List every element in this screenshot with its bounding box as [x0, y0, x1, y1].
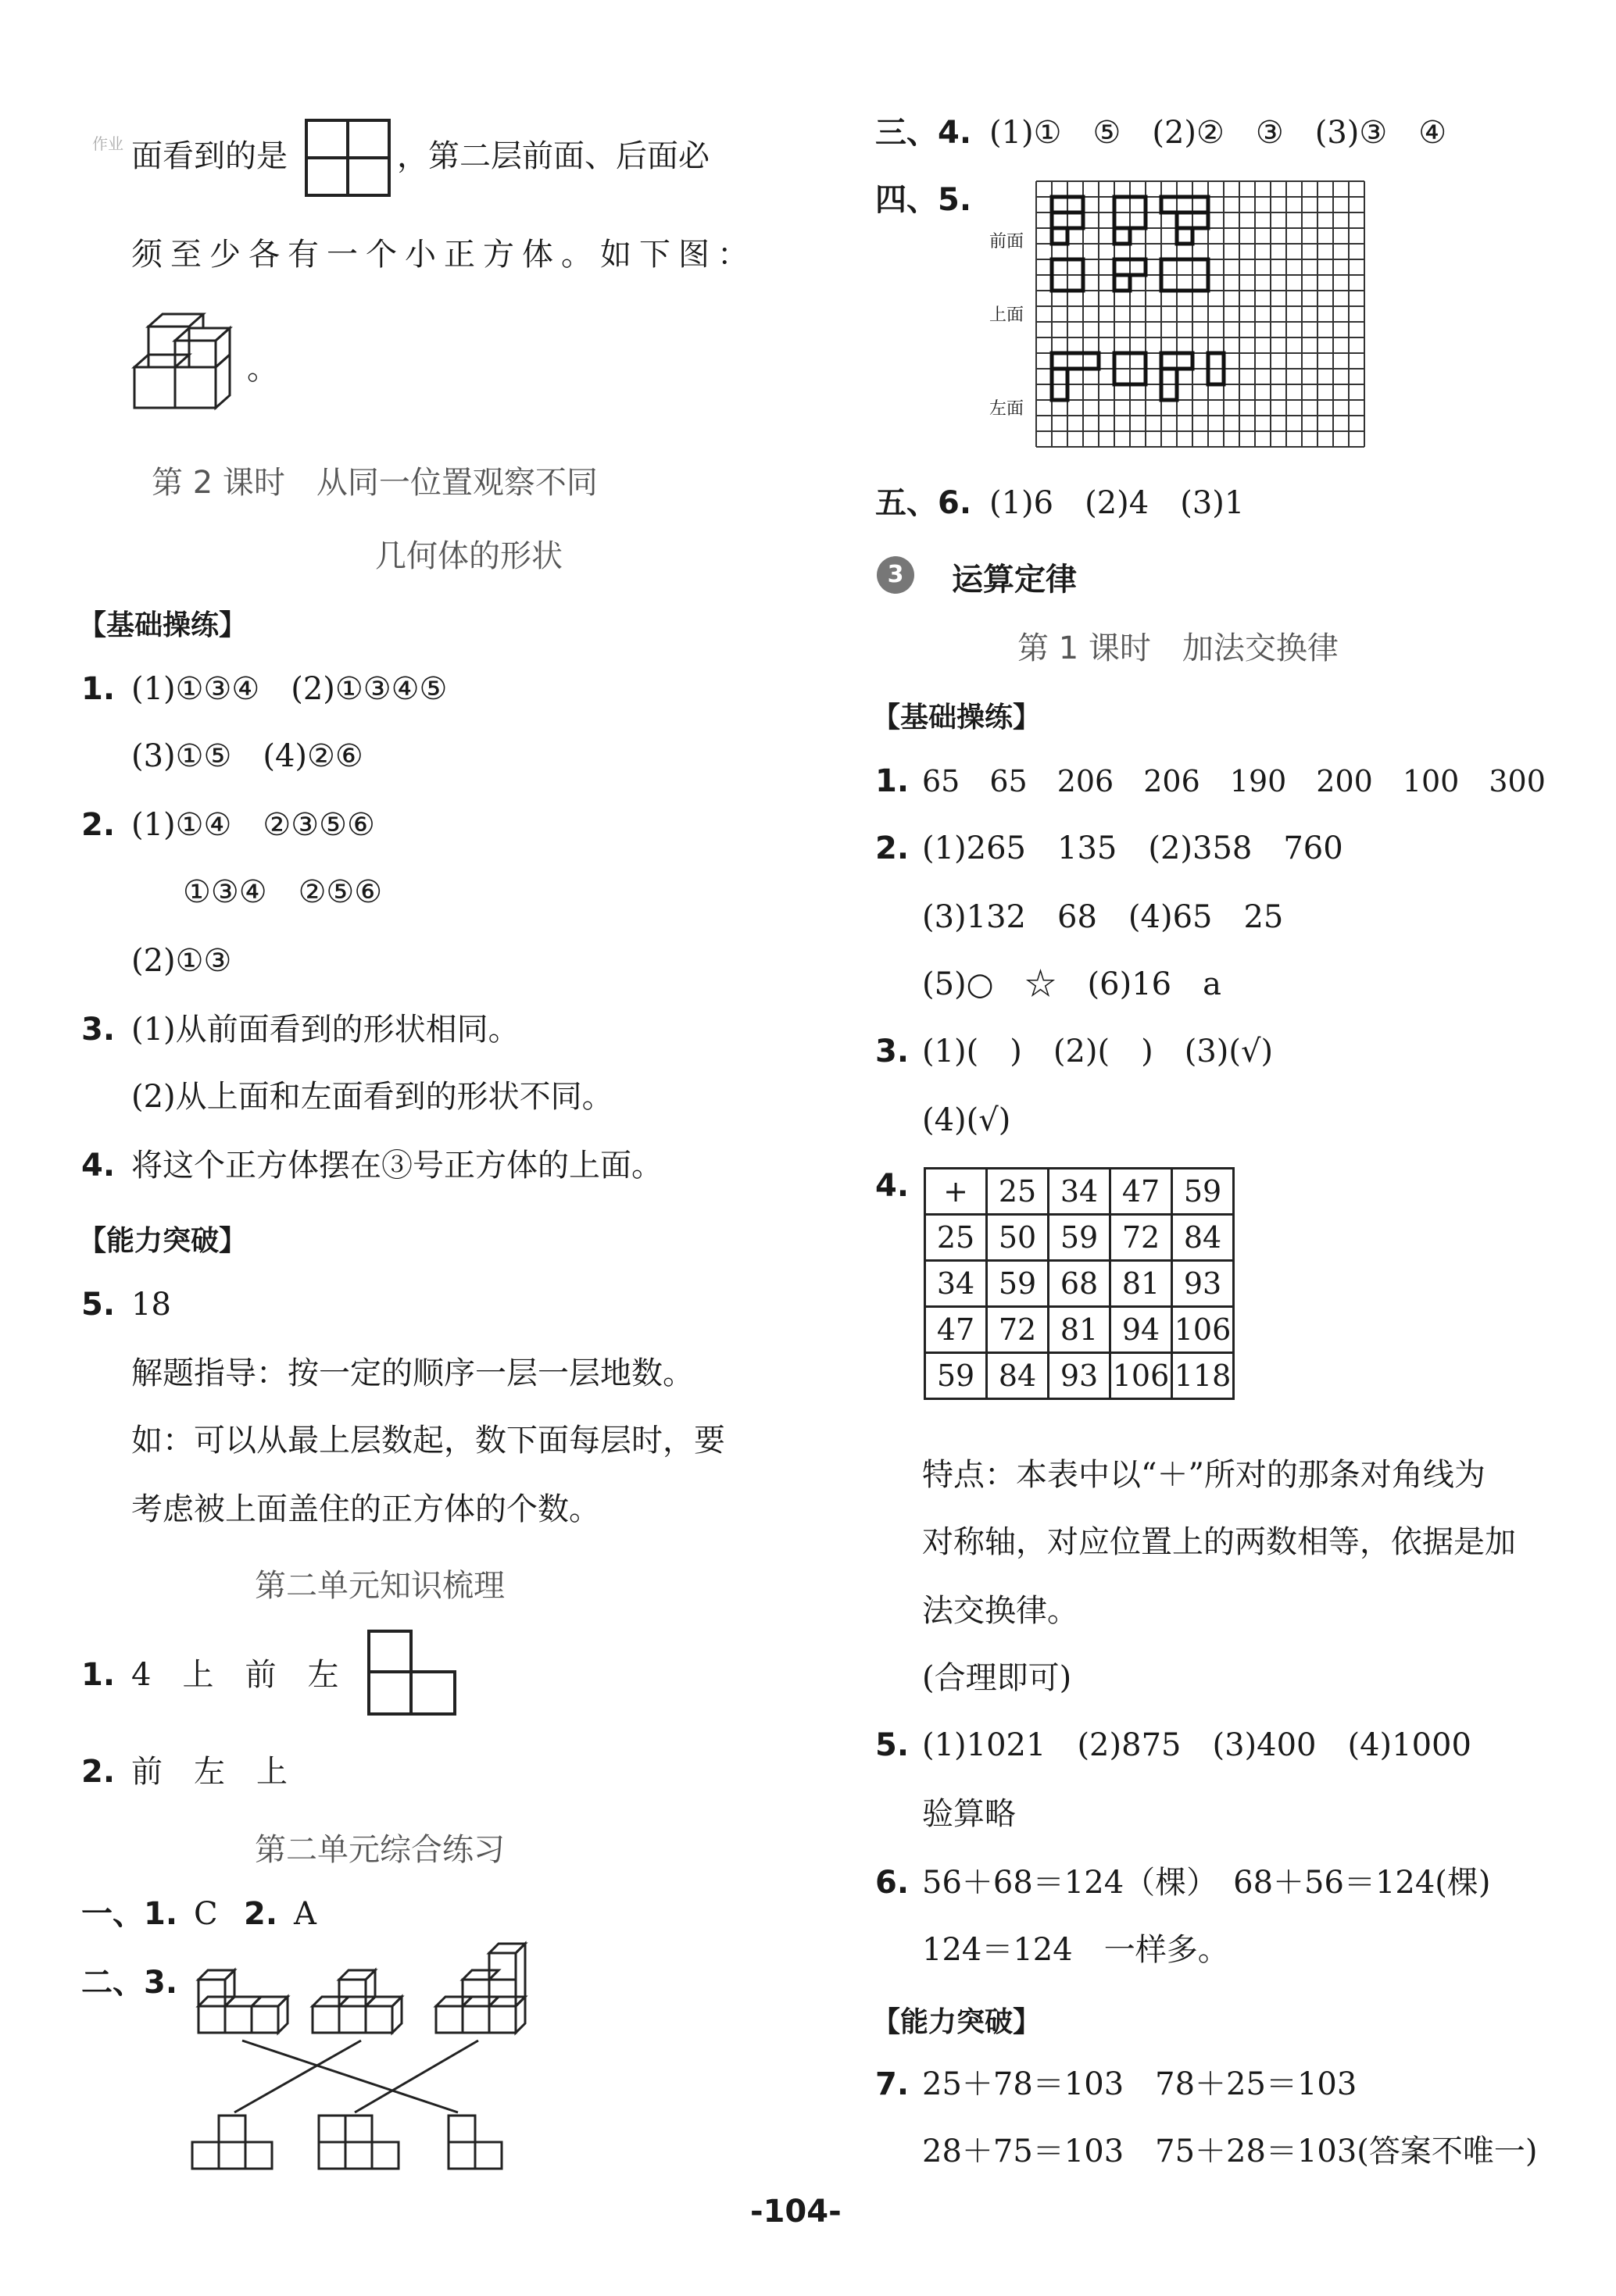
c1-b-number: 2. — [244, 1896, 278, 1932]
basic-practice-label: 【基础操练】 — [78, 609, 248, 641]
addition-table-cell: 50 — [987, 1215, 1049, 1261]
rq2-answer-a: (1)265 135 (2)358 760 — [922, 830, 1343, 866]
c1-answer-b: A — [294, 1896, 316, 1932]
ability-label: 【能力突破】 — [78, 1225, 248, 1257]
rq4-note-3: 法交换律。 — [922, 1593, 1078, 1629]
ability-label-r: 【能力突破】 — [872, 2006, 1042, 2038]
grid-label-front: 前面 — [989, 232, 1024, 252]
addition-table-cell: 59 — [1172, 1169, 1234, 1215]
rq6-number: 6. — [875, 1865, 910, 1901]
addition-table-cell: 47 — [925, 1307, 987, 1353]
rq7-answer-a: 25＋78＝103 78＋25＝103 — [922, 2066, 1357, 2102]
addition-table-row — [925, 1215, 1234, 1261]
q4-answer: 将这个正方体摆在③号正方体的上面。 — [131, 1148, 663, 1184]
addition-table-cell: 34 — [1049, 1169, 1110, 1215]
r2-answer: 前 左 上 — [131, 1754, 288, 1790]
addition-table-row — [925, 1307, 1234, 1353]
rq3-answer-a: (1)( ) (2)( ) (3)(√) — [922, 1034, 1274, 1069]
addition-table-cell: 34 — [925, 1261, 987, 1307]
intro-line-1b: ，第二层前面、后面必 — [397, 138, 710, 174]
rq2-answer-b: (3)132 68 (4)65 25 — [922, 899, 1284, 935]
comprehensive-title: 第二单元综合练习 — [255, 1832, 505, 1868]
addition-table-cell: 81 — [1110, 1261, 1172, 1307]
q3-answer-a: (1)从前面看到的形状相同。 — [131, 1012, 520, 1048]
addition-table-cell: 118 — [1172, 1353, 1234, 1399]
rq3-answer-b: (4)(√) — [922, 1102, 1011, 1138]
q5-answer: 18 — [131, 1287, 171, 1323]
q5-number: 5. — [81, 1287, 116, 1323]
unit-title: 运算定律 — [952, 562, 1077, 598]
rq2-answer-c: (5)○ ☆ (6)16 a — [922, 966, 1221, 1002]
page-number: -104- — [750, 2194, 842, 2230]
addition-table-row — [925, 1353, 1234, 1399]
addition-table-cell: 106 — [1110, 1353, 1172, 1399]
addition-table-cell: 59 — [987, 1261, 1049, 1307]
grid-view-cell — [1114, 275, 1130, 291]
s4-number: 四、5. — [875, 182, 972, 218]
rq1-answer: 65 65 206 206 190 200 100 300 — [922, 764, 1546, 798]
grid-view-cell — [1177, 228, 1192, 244]
q2-answer-b: ①③④ ②⑤⑥ — [183, 874, 383, 910]
c1-number: 一、1. — [81, 1896, 178, 1932]
rq5-number: 5. — [875, 1727, 910, 1763]
addition-table-cell: 72 — [987, 1307, 1049, 1353]
addition-table-cell: 84 — [987, 1353, 1049, 1399]
addition-table-cell: 93 — [1049, 1353, 1110, 1399]
q5-guide-2: 如：可以从最上层数起，数下面每层时，要 — [131, 1423, 725, 1459]
q5-guide-1: 解题指导：按一定的顺序一层一层地数。 — [131, 1355, 694, 1391]
grid-view-cell — [1161, 197, 1208, 212]
addition-table-cell: 25 — [925, 1215, 987, 1261]
rq4-note-2: 对称轴，对应位置上的两数相等，依据是加 — [922, 1524, 1516, 1560]
lesson-title-2-line2: 几何体的形状 — [375, 538, 563, 574]
s5-answer: (1)6 (2)4 (3)1 — [989, 485, 1245, 521]
addition-table-cell: 47 — [1110, 1169, 1172, 1215]
intro-line-1a: 面看到的是 — [131, 138, 288, 174]
addition-table-cell: 25 — [987, 1169, 1049, 1215]
cube-stack-figure — [133, 306, 258, 423]
grid-label-left: 左面 — [989, 399, 1024, 419]
corner-stamp: 作业 — [92, 134, 123, 153]
q1-answer-a: (1)①③④ (2)①③④⑤ — [131, 671, 448, 707]
view-grid-figure — [1036, 181, 1380, 455]
rq4-note-1: 特点：本表中以“＋”所对的那条对角线为 — [922, 1457, 1486, 1493]
c1-answer-a: C — [194, 1896, 218, 1932]
rq6-answer-b: 124＝124 一样多。 — [922, 1932, 1229, 1968]
addition-table-cell: 59 — [925, 1353, 987, 1399]
rq4-number: 4. — [875, 1168, 910, 1204]
rq5-check: 验算略 — [922, 1796, 1016, 1832]
grid-view-cell — [1114, 228, 1130, 244]
lesson-title-2-line1: 第 2 课时 从同一位置观察不同 — [152, 465, 598, 501]
addition-table-cell: 72 — [1110, 1215, 1172, 1261]
rq2-number: 2. — [875, 830, 910, 866]
s3-answer: (1)① ⑤ (2)② ③ (3)③ ④ — [989, 115, 1447, 151]
l-shape-figure — [367, 1630, 458, 1717]
s5-number: 五、6. — [875, 485, 972, 521]
lesson-title-r: 第 1 课时 加法交换律 — [1017, 630, 1339, 666]
square-2x2-figure — [305, 119, 392, 198]
q5-guide-3: 考虑被上面盖住的正方体的个数。 — [131, 1491, 600, 1527]
q3-number: 3. — [81, 1012, 116, 1048]
grid-view-cell — [1052, 228, 1067, 244]
rq6-answer-a: 56＋68＝124（棵） 68＋56＝124(棵) — [922, 1865, 1491, 1901]
q1-number: 1. — [81, 671, 116, 707]
rq3-number: 3. — [875, 1034, 910, 1069]
intro-line-3: 。 — [247, 351, 278, 387]
addition-table-cell: 81 — [1049, 1307, 1110, 1353]
addition-table-cell: 84 — [1172, 1215, 1234, 1261]
addition-table-row — [925, 1261, 1234, 1307]
addition-table-row — [925, 1169, 1234, 1215]
rq7-number: 7. — [875, 2066, 910, 2102]
addition-table-cell: 106 — [1172, 1307, 1234, 1353]
addition-table-cell: 94 — [1110, 1307, 1172, 1353]
s3-number: 三、4. — [875, 115, 972, 151]
matching-figure — [188, 1959, 547, 2166]
r1-answer: 4 上 前 左 — [131, 1657, 339, 1693]
q2-answer-a: (1)①④ ②③⑤⑥ — [131, 807, 375, 843]
rq4-note-4: (合理即可) — [922, 1660, 1072, 1696]
addition-table-cell: 59 — [1049, 1215, 1110, 1261]
q1-answer-b: (3)①⑤ (4)②⑥ — [131, 738, 363, 774]
addition-table-cell: 93 — [1172, 1261, 1234, 1307]
intro-line-2: 须至少各有一个小正方体。如下图： — [131, 237, 756, 273]
basic-practice-label-r: 【基础操练】 — [872, 702, 1042, 734]
grid-label-top: 上面 — [989, 305, 1024, 325]
addition-table — [924, 1167, 1235, 1400]
rq7-answer-b: 28＋75＝103 75＋28＝103(答案不唯一) — [922, 2134, 1538, 2169]
q2-answer-c: (2)①③ — [131, 943, 232, 979]
unit-badge: 3 — [877, 556, 914, 594]
q3-answer-b: (2)从上面和左面看到的形状不同。 — [131, 1079, 613, 1115]
r2-number: 2. — [81, 1754, 116, 1790]
c2-number: 二、3. — [81, 1965, 178, 2001]
grid-view-cell — [1052, 353, 1099, 369]
rq1-number: 1. — [875, 763, 910, 799]
review-title: 第二单元知识梳理 — [255, 1568, 505, 1604]
r1-number: 1. — [81, 1657, 116, 1693]
addition-table-cell: 68 — [1049, 1261, 1110, 1307]
rq5-answer: (1)1021 (2)875 (3)400 (4)1000 — [922, 1727, 1471, 1763]
addition-table-cell: + — [925, 1169, 987, 1215]
q4-number: 4. — [81, 1148, 116, 1184]
q2-number: 2. — [81, 807, 116, 843]
